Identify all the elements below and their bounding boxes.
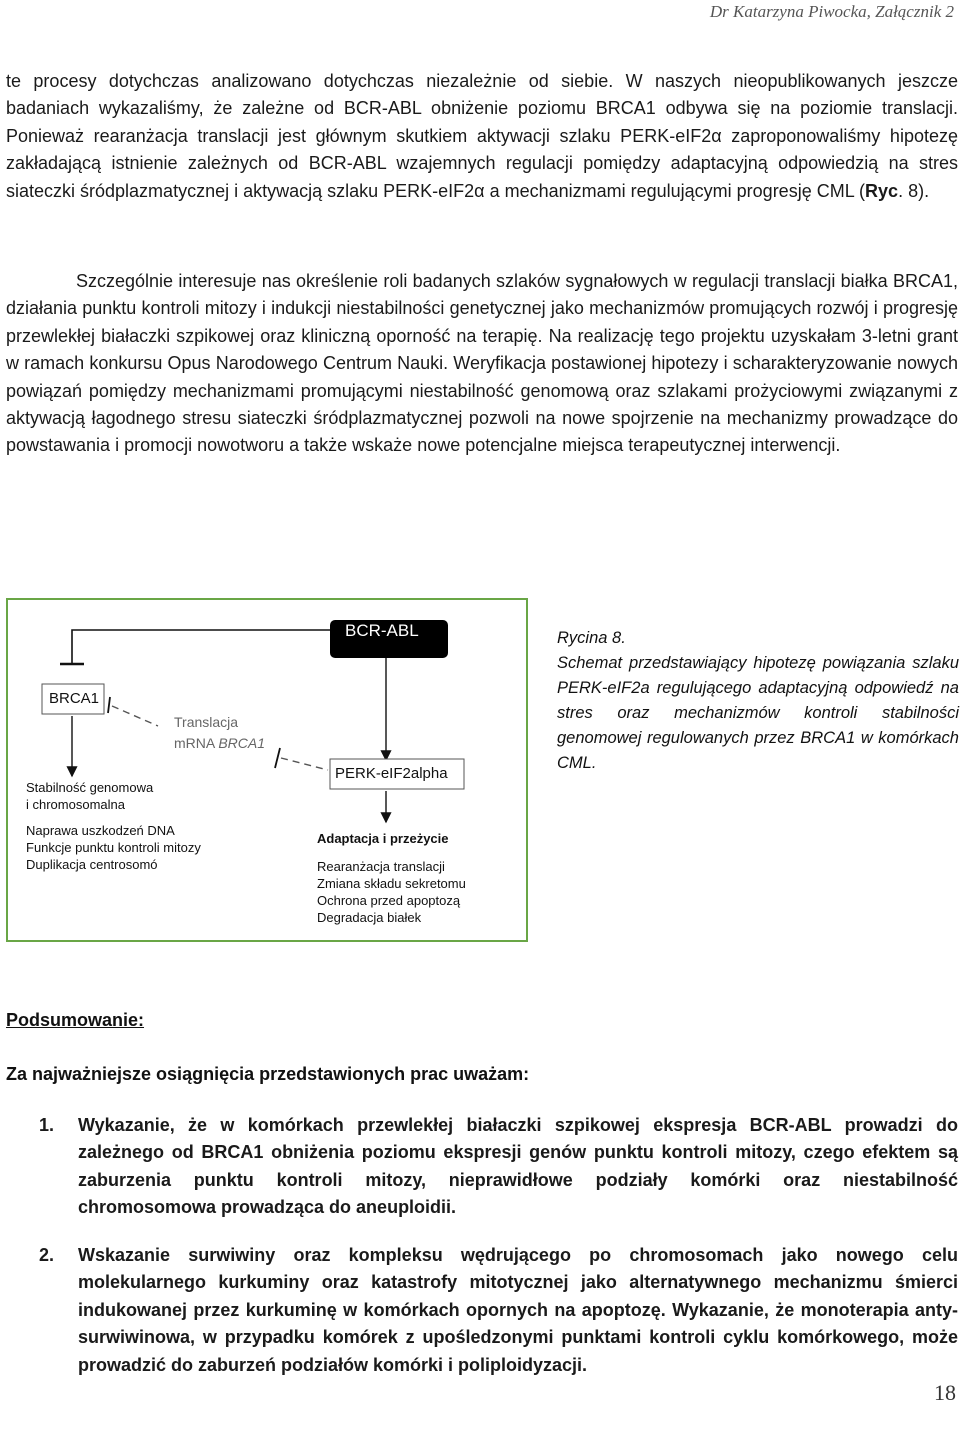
right-effects-list xyxy=(317,858,466,926)
page-number: 18 xyxy=(934,1380,956,1405)
right-effect-item: Degradacja białek xyxy=(317,910,422,925)
dashed-line-brca1 xyxy=(112,706,158,726)
translation-gene: BRCA1 xyxy=(218,735,266,751)
stability-label xyxy=(26,779,153,813)
right-effect-item: Ochrona przed apoptozą xyxy=(317,893,461,908)
left-effect-item: Naprawa uszkodzeń DNA xyxy=(26,823,175,838)
caption-text: Schemat przedstawiający hipotezę powiązania szlaku PERK-eIF2a regulującego adaptacyjną odpowiedź na stres oraz mechanizmów kontroli stabilności genomowej regulowanych przez BRCA1 w komórkach CML. xyxy=(557,654,959,772)
paragraph-1-bold-ref: Ryc xyxy=(865,180,899,201)
summary-subheading: Za najważniejsze osiągnięcia przedstawionych prac uważam: xyxy=(6,1064,530,1084)
left-effect-item: Funkcje punktu kontroli mitozy xyxy=(26,840,201,855)
paragraph-1-text: te procesy dotychczas analizowano dotychczas niezależnie od siebie. W naszych nieopublikowanych jeszcze badaniach wykazaliśmy, że zależne od BCR-ABL obniżenie poziomu BRCA1 odbywa się na poziomie translacji. Ponieważ rearanżacja translacji jest głównym skutkiem aktywacji szlaku PERK-eIF2α zaproponowaliśmy hipotezę zakładającą istnienie zależnych od BCR-ABL wzajemnych regulacji pomiędzy adaptacyjną odpowiedzią na stres siateczki śródplazmatycznej i aktywacją szlaku PERK-eIF2α a mechanizmami regulującymi progresję CML ( xyxy=(6,71,958,201)
bcr-abl-inhibition-line xyxy=(72,630,330,664)
translation-line-1: Translacja xyxy=(174,714,239,730)
left-effect-item: Duplikacja centrosomó xyxy=(26,857,158,872)
paragraph-1 xyxy=(6,68,958,205)
figure-8 xyxy=(6,598,528,942)
list-item-number: 1. xyxy=(39,1115,55,1135)
dashed-line-perk xyxy=(281,758,328,770)
bcr-abl-label: BCR-ABL xyxy=(345,621,419,640)
translation-line-2 xyxy=(174,735,265,752)
left-effects-list xyxy=(26,822,201,873)
list-item-text: Wskazanie surwiwiny oraz kompleksu wędrującego po chromosomach jako nowego celu molekularnego kurkuminy oraz katastrofy mitotycznej jako alternatywnego mechanizmu śmierci indukowanej przez kurkuminę w komórkach opornych na apoptozę. Wykazanie, że monoterapia anty-surwiwinowa, w przypadku komórek z upośledzonymi punktami kontroli cyklu komórkowego, może prowadzić do zaburzeń podziałów komórki i poliploidyzacji. xyxy=(78,1245,958,1375)
right-effect-item: Zmiana składu sekretomu xyxy=(317,876,466,891)
right-effect-item: Rearanżacja translacji xyxy=(317,859,445,874)
page-header: Dr Katarzyna Piwocka, Załącznik 2 xyxy=(709,2,954,21)
translation-mrna: mRNA xyxy=(174,735,219,751)
dashed-bar-translation xyxy=(275,748,280,768)
brca1-label: BRCA1 xyxy=(49,690,100,707)
dashed-bar-brca1 xyxy=(108,697,110,713)
caption-title: Rycina 8. xyxy=(557,629,626,647)
paragraph-1-end: . 8). xyxy=(898,180,930,201)
adaptation-label: Adaptacja i przeżycie xyxy=(317,831,449,846)
list-item-text: Wykazanie, że w komórkach przewlekłej białaczki szpikowej ekspresja BCR-ABL prowadzi do zależnego od BRCA1 obniżenia poziomu ekspresji genów punktu kontroli mitozy, czego efektem są zaburzenia punktu kontroli mitozy, nieprawidłowe podziały komórki oraz niestabilność chromosomowa prowadząca do aneuploidii. xyxy=(78,1115,958,1218)
paragraph-2: Szczególnie interesuje nas określenie roli badanych szlaków sygnałowych w regulacji translacji białka BRCA1, działania punktu kontroli mitozy i indukcji niestabilności genetycznej jako mechanizmów promujących rozwój i progresję przewlekłej białaczki szpikowej oraz kliniczną oporność na terapię. Na realizację tego projektu uzyskałam 3-letni grant w ramach konkursu Opus Narodowego Centrum Nauki. Weryfikacja postawionej hipotezy i scharakteryzowanie nowych powiązań pomiędzy mechanizmami promującymi niestabilność genomową oraz szlakami prożyciowymi związanymi z aktywacją łagodnego stresu siateczki śródplazmatycznej pozwoli na nowe spojrzenie na mechanizmy prowadzące do powstawania i promocji nowotworu a także wskaże nowe potencjalne miejsca terapeutycznej interwencji. xyxy=(6,271,958,456)
perk-label: PERK-eIF2alpha xyxy=(335,765,448,782)
list-item-number: 2. xyxy=(39,1245,55,1265)
stability-line-1: Stabilność genomowa xyxy=(26,780,154,795)
summary-heading: Podsumowanie: xyxy=(6,1010,145,1030)
translation-label xyxy=(174,714,265,752)
stability-line-2: i chromosomalna xyxy=(26,797,125,812)
figure-caption xyxy=(557,626,959,776)
